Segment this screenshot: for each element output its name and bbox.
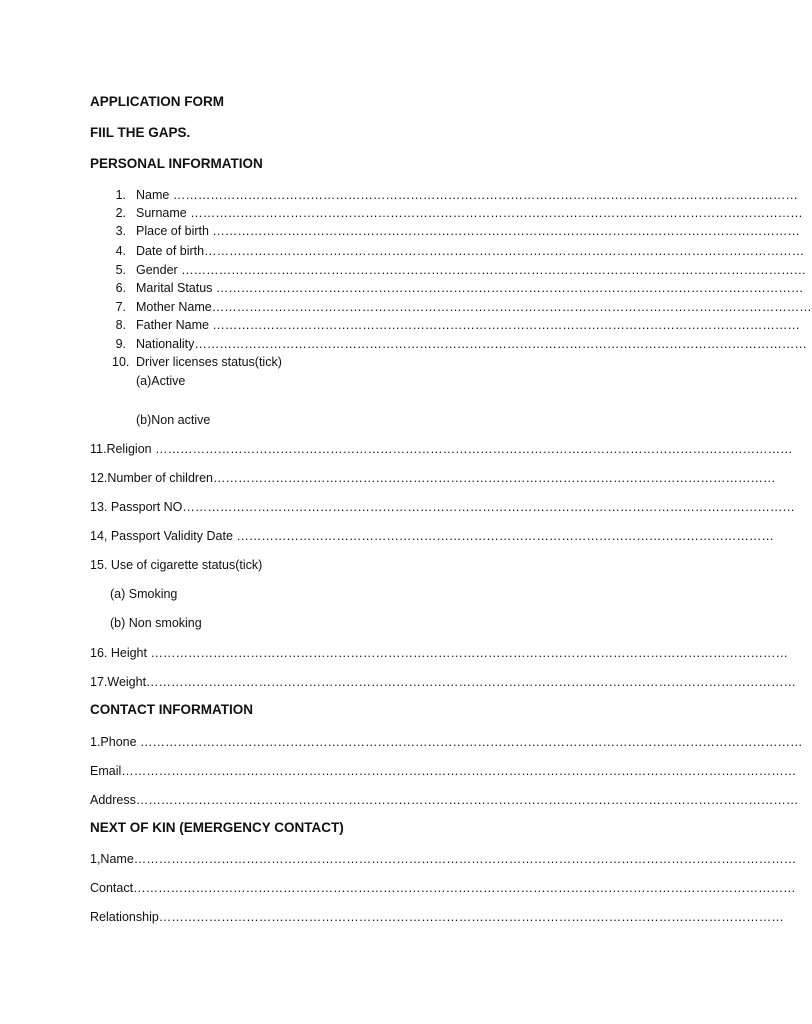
list-number: 10. [112,355,130,369]
list-text: Father Name …………………………………………………………………………………………………………………………… [136,318,800,332]
list-item [112,262,807,278]
list-text: Surname ………………………………………………………………………………………………………………………………… [136,206,803,220]
list-number: 1. [115,188,126,202]
list-item [112,187,798,203]
contact-info-heading: CONTACT INFORMATION [90,702,253,717]
religion-field: 11.Religion ……………………………………………………………………………………………………………………………………… [90,442,793,456]
list-text: Date of birth……………………………………………………………………………………………………………………………… [136,244,805,258]
kin-name-field: 1,Name…………………………………………………………………………………………………………………………………………… [90,852,797,866]
cigarette-option-smoking: (a) Smoking [110,587,178,601]
list-item [112,354,678,370]
list-text: Name …………………………………………………………………………………………………………………………………… [136,188,798,202]
phone-field: 1.Phone …………………………………………………………………………………………………………………………………………… [90,735,803,749]
address-field: Address…………………………………………………………………………………………………………………………………………… [90,793,799,807]
list-item [112,299,812,315]
list-item [112,280,804,296]
next-of-kin-heading: NEXT OF KIN (EMERGENCY CONTACT) [90,820,344,835]
form-title: APPLICATION FORM [90,94,224,109]
passport-no-field: 13. Passport NO………………………………………………………………………………………………………………………………… [90,500,795,514]
list-number: 5. [115,263,126,277]
email-field: Email……………………………………………………………………………………………………………………………………………… [90,764,797,778]
list-number: 9. [115,337,126,351]
weight-field: 17.Weight………………………………………………………………………………………………………………………………………… [90,675,797,689]
list-item [112,317,800,333]
list-text: Mother Name……………………………………………………………………………………………………………………………… [136,300,812,314]
list-text: Marital Status …………………………………………………………………………………………………………………………… [136,281,804,295]
height-field: 16. Height ……………………………………………………………………………………………………………………………………… [90,646,788,660]
list-number: 3. [115,224,126,238]
list-text: Place of birth …………………………………………………………………………………………………………………………… [136,224,800,238]
list-number: 4. [115,244,126,258]
form-subtitle: FIIL THE GAPS. [90,125,191,140]
list-item [112,205,803,221]
children-field: 12.Number of children……………………………………………………………………………………………………………………… [90,471,776,485]
driver-option-non-active: (b)Non active [136,413,211,427]
kin-relationship-field: Relationship…………………………………………………………………………………………………………………………………… [90,910,784,924]
list-item [112,223,800,239]
list-number: 8. [115,318,126,332]
personal-info-heading: PERSONAL INFORMATION [90,156,263,171]
list-item [112,336,807,352]
driver-option-active: (a)Active [136,374,186,388]
list-text: Nationality………………………………………………………………………………………………………………………………… [136,337,807,351]
list-number: 7. [115,300,126,314]
list-item [112,243,805,259]
list-number: 6. [115,281,126,295]
cigarette-option-non-smoking: (b) Non smoking [110,616,202,630]
cigarette-status-label: 15. Use of cigarette status(tick) [90,558,263,572]
list-text: Gender …………………………………………………………………………………………………………………………………… [136,263,807,277]
kin-contact-field: Contact…………………………………………………………………………………………………………………………………………… [90,881,796,895]
list-text: Driver licenses status(tick) [136,355,282,369]
passport-validity-field: 14, Passport Validity Date ………………………………………………………………………………………………………………… [90,529,774,543]
list-number: 2. [115,206,126,220]
